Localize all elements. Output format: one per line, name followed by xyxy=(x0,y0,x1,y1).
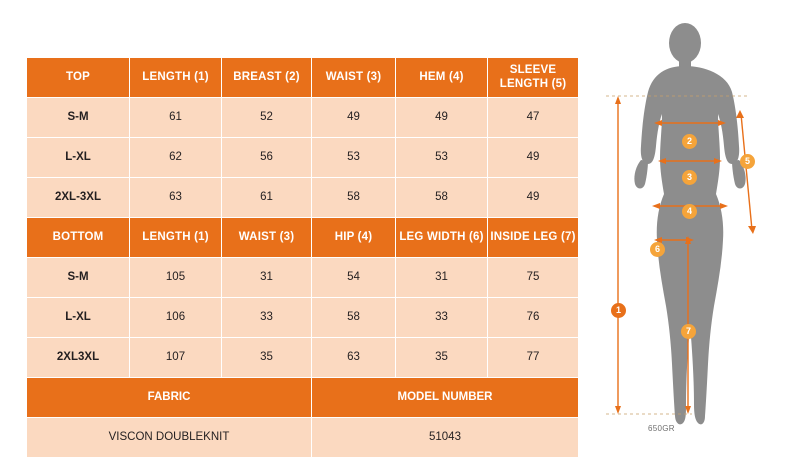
cell-value: 35 xyxy=(396,338,488,378)
table-row xyxy=(27,98,579,138)
column-header: INSIDE LEG (7) xyxy=(488,218,579,258)
row-label: L-XL xyxy=(27,298,130,338)
row-label: L-XL xyxy=(27,138,130,178)
cell-value: 58 xyxy=(312,178,396,218)
row-label: S-M xyxy=(27,258,130,298)
cell-value: 53 xyxy=(396,138,488,178)
table-row xyxy=(27,338,579,378)
cell-value: 49 xyxy=(488,138,579,178)
cell-value: 75 xyxy=(488,258,579,298)
cell-value: 62 xyxy=(130,138,222,178)
size-chart-table xyxy=(26,57,579,458)
table-row xyxy=(27,298,579,338)
cell-value: 49 xyxy=(396,98,488,138)
cell-value: 63 xyxy=(312,338,396,378)
column-header: BOTTOM xyxy=(27,218,130,258)
cell-value: 33 xyxy=(396,298,488,338)
marker-badge-7: 7 xyxy=(681,324,696,339)
cell-value: 54 xyxy=(312,258,396,298)
cell-value: 76 xyxy=(488,298,579,338)
cell-value: 107 xyxy=(130,338,222,378)
column-header: WAIST (3) xyxy=(312,58,396,98)
cell-value: 63 xyxy=(130,178,222,218)
marker-badge-1: 1 xyxy=(611,303,626,318)
marker-badge-6: 6 xyxy=(650,242,665,257)
table-row xyxy=(27,138,579,178)
table-header-row-bottom xyxy=(27,218,579,258)
model-number-header: MODEL NUMBER xyxy=(312,378,579,418)
cell-value: 56 xyxy=(222,138,312,178)
row-label: S-M xyxy=(27,98,130,138)
model-number-value: 51043 xyxy=(312,418,579,458)
fabric-header: FABRIC xyxy=(27,378,312,418)
cell-value: 33 xyxy=(222,298,312,338)
cell-value: 105 xyxy=(130,258,222,298)
marker-badge-3: 3 xyxy=(682,170,697,185)
cell-value: 49 xyxy=(488,178,579,218)
marker-badge-5: 5 xyxy=(740,154,755,169)
body-silhouette xyxy=(634,23,745,424)
table-row xyxy=(27,258,579,298)
column-header: LENGTH (1) xyxy=(130,218,222,258)
cell-value: 58 xyxy=(396,178,488,218)
column-header: HIP (4) xyxy=(312,218,396,258)
column-header: HEM (4) xyxy=(396,58,488,98)
row-label: 2XL3XL xyxy=(27,338,130,378)
row-label: 2XL-3XL xyxy=(27,178,130,218)
cell-value: 31 xyxy=(396,258,488,298)
cell-value: 58 xyxy=(312,298,396,338)
cell-value: 31 xyxy=(222,258,312,298)
column-header: LEG WIDTH (6) xyxy=(396,218,488,258)
cell-value: 35 xyxy=(222,338,312,378)
table-header-row-top xyxy=(27,58,579,98)
measurement-figure xyxy=(600,18,790,433)
cell-value: 61 xyxy=(130,98,222,138)
column-header: SLEEVE LENGTH (5) xyxy=(488,58,579,98)
cell-value: 52 xyxy=(222,98,312,138)
marker-badge-2: 2 xyxy=(682,134,697,149)
cell-value: 53 xyxy=(312,138,396,178)
column-header: TOP xyxy=(27,58,130,98)
table-row xyxy=(27,178,579,218)
cell-value: 61 xyxy=(222,178,312,218)
table-footer-header-row xyxy=(27,378,579,418)
table-footer-value-row xyxy=(27,418,579,458)
column-header: BREAST (2) xyxy=(222,58,312,98)
cell-value: 106 xyxy=(130,298,222,338)
marker-badge-4: 4 xyxy=(682,204,697,219)
product-code: 650GR xyxy=(648,424,675,433)
cell-value: 49 xyxy=(312,98,396,138)
cell-value: 77 xyxy=(488,338,579,378)
column-header: WAIST (3) xyxy=(222,218,312,258)
column-header: LENGTH (1) xyxy=(130,58,222,98)
fabric-value: VISCON DOUBLEKNIT xyxy=(27,418,312,458)
cell-value: 47 xyxy=(488,98,579,138)
